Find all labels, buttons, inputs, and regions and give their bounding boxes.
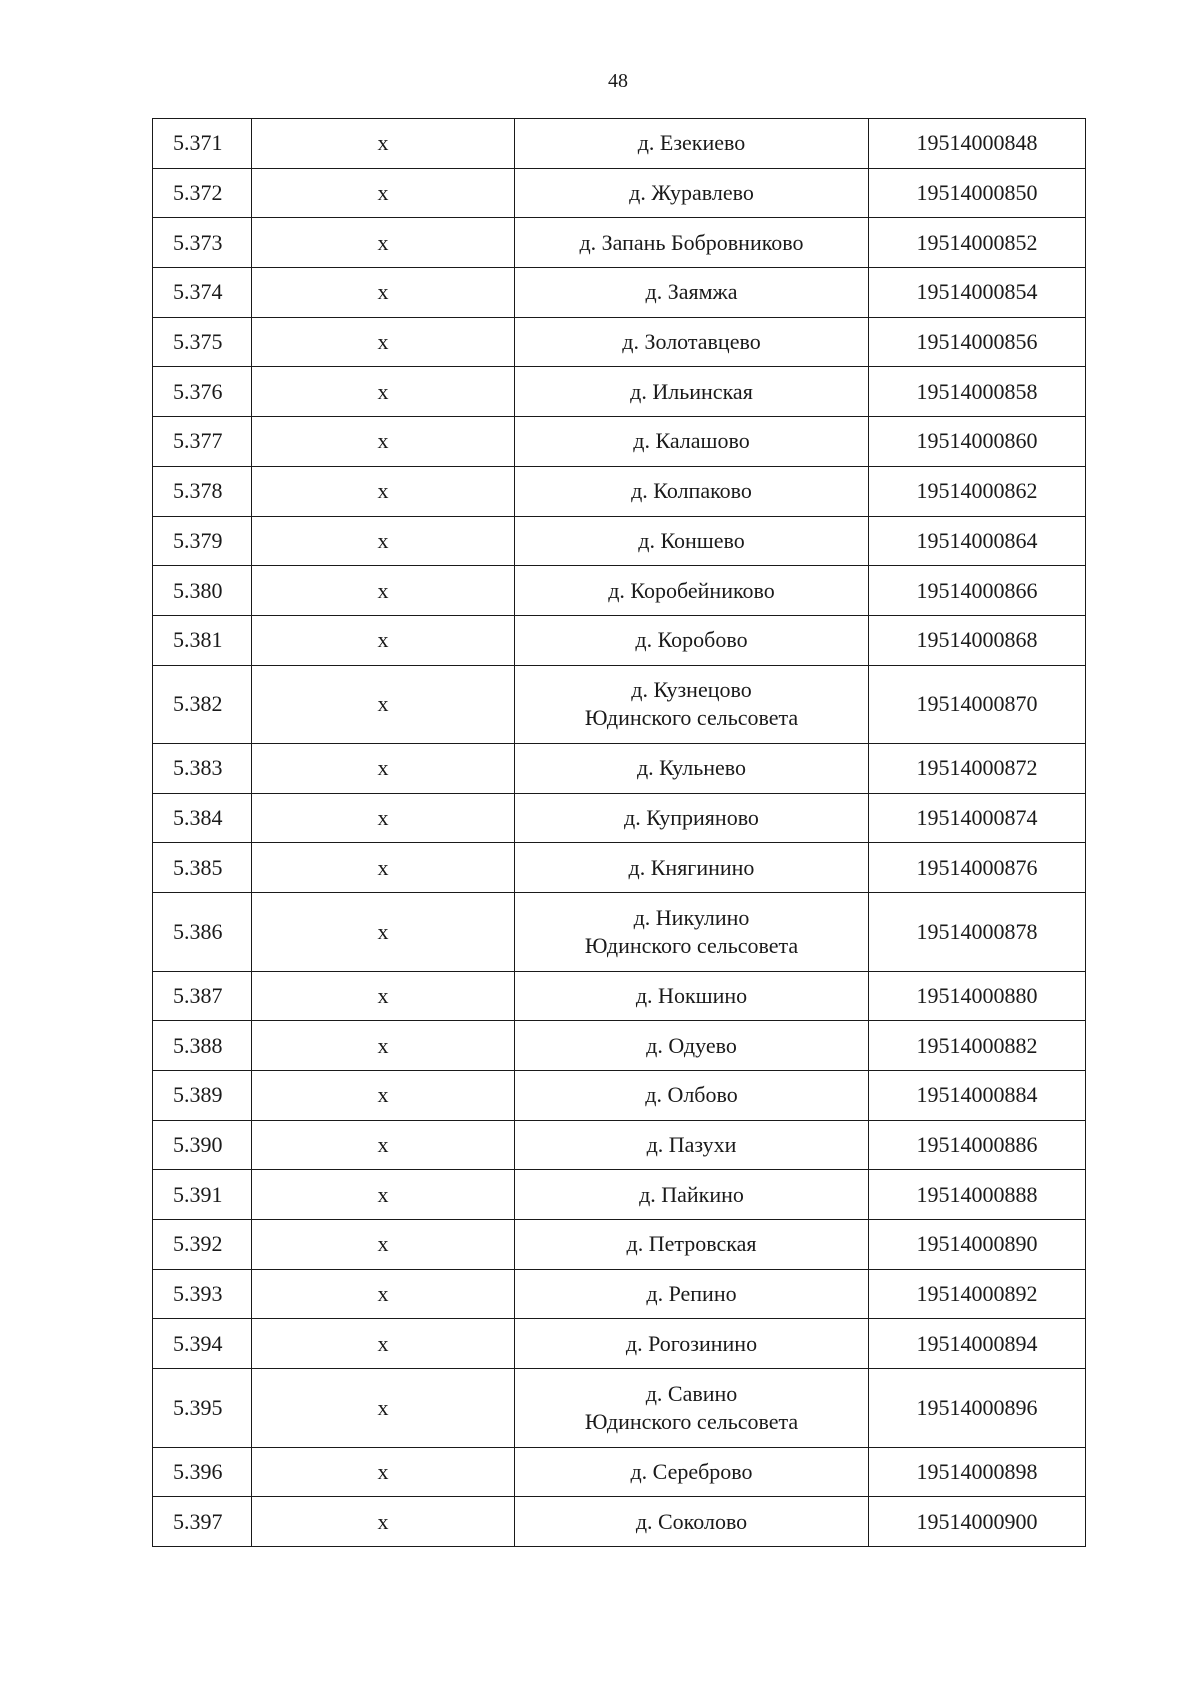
table-row	[153, 417, 1086, 467]
settlement-name-cell: д. Заямжа	[515, 268, 869, 318]
oktmo-code-cell: 19514000890	[869, 1220, 1086, 1270]
settlement-name-cell: д. Кульнево	[515, 744, 869, 794]
table-row	[153, 566, 1086, 616]
table-row	[153, 1071, 1086, 1121]
table-row	[153, 615, 1086, 665]
table-row	[153, 1497, 1086, 1547]
row-mark-cell: х	[252, 893, 515, 972]
settlement-name-cell: д. Петровская	[515, 1220, 869, 1270]
oktmo-code-cell: 19514000862	[869, 466, 1086, 516]
table-row	[153, 218, 1086, 268]
row-number-cell: 5.375	[153, 317, 252, 367]
page-number: 48	[608, 70, 628, 92]
row-number-cell: 5.382	[153, 665, 252, 744]
oktmo-code-cell: 19514000874	[869, 793, 1086, 843]
settlement-name-cell: д. Журавлево	[515, 168, 869, 218]
table-row	[153, 665, 1086, 744]
oktmo-code-cell: 19514000848	[869, 119, 1086, 169]
table-row	[153, 1319, 1086, 1369]
row-mark-cell: х	[252, 615, 515, 665]
oktmo-code-cell: 19514000850	[869, 168, 1086, 218]
oktmo-code-cell: 19514000864	[869, 516, 1086, 566]
oktmo-code-cell: 19514000876	[869, 843, 1086, 893]
oktmo-code-cell: 19514000880	[869, 971, 1086, 1021]
oktmo-code-cell: 19514000856	[869, 317, 1086, 367]
row-number-cell: 5.372	[153, 168, 252, 218]
settlement-name-cell: д. Сереброво	[515, 1447, 869, 1497]
settlement-name-cell: д. Одуево	[515, 1021, 869, 1071]
oktmo-code-cell: 19514000858	[869, 367, 1086, 417]
oktmo-code-cell: 19514000894	[869, 1319, 1086, 1369]
oktmo-code-cell: 19514000870	[869, 665, 1086, 744]
row-mark-cell: х	[252, 665, 515, 744]
row-mark-cell: х	[252, 1071, 515, 1121]
row-mark-cell: х	[252, 1497, 515, 1547]
row-mark-cell: х	[252, 168, 515, 218]
row-number-cell: 5.381	[153, 615, 252, 665]
settlement-name-cell: д. Пазухи	[515, 1120, 869, 1170]
settlement-name-cell: д. Олбово	[515, 1071, 869, 1121]
oktmo-code-cell: 19514000860	[869, 417, 1086, 467]
table-row	[153, 744, 1086, 794]
row-mark-cell: х	[252, 1021, 515, 1071]
row-mark-cell: х	[252, 268, 515, 318]
row-number-cell: 5.393	[153, 1269, 252, 1319]
row-number-cell: 5.383	[153, 744, 252, 794]
settlement-name-cell: д. Пайкино	[515, 1170, 869, 1220]
row-mark-cell: х	[252, 1120, 515, 1170]
row-mark-cell: х	[252, 793, 515, 843]
table-row	[153, 793, 1086, 843]
table-row	[153, 1269, 1086, 1319]
settlement-name-cell: д. Никулино Юдинского сельсовета	[515, 893, 869, 972]
row-mark-cell: х	[252, 1369, 515, 1448]
settlement-name-cell: д. Ильинская	[515, 367, 869, 417]
settlement-name-cell: д. Княгинино	[515, 843, 869, 893]
oktmo-code-cell: 19514000872	[869, 744, 1086, 794]
settlement-name-cell: д. Колпаково	[515, 466, 869, 516]
row-mark-cell: х	[252, 1220, 515, 1270]
settlement-name-cell: д. Золотавцево	[515, 317, 869, 367]
row-mark-cell: х	[252, 744, 515, 794]
row-mark-cell: х	[252, 1319, 515, 1369]
row-number-cell: 5.378	[153, 466, 252, 516]
row-number-cell: 5.385	[153, 843, 252, 893]
oktmo-code-cell: 19514000878	[869, 893, 1086, 972]
row-number-cell: 5.397	[153, 1497, 252, 1547]
row-number-cell: 5.371	[153, 119, 252, 169]
settlement-name-cell: д. Соколово	[515, 1497, 869, 1547]
table-row	[153, 466, 1086, 516]
row-number-cell: 5.379	[153, 516, 252, 566]
table-row	[153, 168, 1086, 218]
table-row	[153, 1220, 1086, 1270]
oktmo-code-cell: 19514000892	[869, 1269, 1086, 1319]
row-number-cell: 5.387	[153, 971, 252, 1021]
row-number-cell: 5.394	[153, 1319, 252, 1369]
settlement-name-cell: д. Езекиево	[515, 119, 869, 169]
row-mark-cell: х	[252, 367, 515, 417]
row-number-cell: 5.392	[153, 1220, 252, 1270]
row-mark-cell: х	[252, 218, 515, 268]
table-row	[153, 1120, 1086, 1170]
settlement-name-cell: д. Коншево	[515, 516, 869, 566]
oktmo-code-cell: 19514000852	[869, 218, 1086, 268]
settlement-name-cell: д. Куприяново	[515, 793, 869, 843]
row-number-cell: 5.389	[153, 1071, 252, 1121]
row-number-cell: 5.396	[153, 1447, 252, 1497]
settlement-name-cell: д. Калашово	[515, 417, 869, 467]
oktmo-code-cell: 19514000868	[869, 615, 1086, 665]
row-mark-cell: х	[252, 516, 515, 566]
settlement-name-cell: д. Коробейниково	[515, 566, 869, 616]
row-number-cell: 5.373	[153, 218, 252, 268]
oktmo-code-cell: 19514000900	[869, 1497, 1086, 1547]
row-number-cell: 5.386	[153, 893, 252, 972]
row-number-cell: 5.374	[153, 268, 252, 318]
row-mark-cell: х	[252, 843, 515, 893]
settlement-name-cell: д. Нокшино	[515, 971, 869, 1021]
oktmo-code-cell: 19514000884	[869, 1071, 1086, 1121]
row-number-cell: 5.377	[153, 417, 252, 467]
row-mark-cell: х	[252, 317, 515, 367]
settlement-name-cell: д. Кузнецово Юдинского сельсовета	[515, 665, 869, 744]
table-row	[153, 1021, 1086, 1071]
table-row	[153, 317, 1086, 367]
table-row	[153, 1170, 1086, 1220]
settlement-name-cell: д. Репино	[515, 1269, 869, 1319]
row-mark-cell: х	[252, 417, 515, 467]
settlement-name-cell: д. Запань Бобровниково	[515, 218, 869, 268]
row-mark-cell: х	[252, 1269, 515, 1319]
oktmo-code-cell: 19514000866	[869, 566, 1086, 616]
row-mark-cell: х	[252, 1447, 515, 1497]
row-number-cell: 5.384	[153, 793, 252, 843]
row-number-cell: 5.388	[153, 1021, 252, 1071]
table-row	[153, 893, 1086, 972]
oktmo-code-cell: 19514000886	[869, 1120, 1086, 1170]
settlement-name-cell: д. Савино Юдинского сельсовета	[515, 1369, 869, 1448]
table-row	[153, 119, 1086, 169]
settlement-name-cell: д. Коробово	[515, 615, 869, 665]
row-mark-cell: х	[252, 566, 515, 616]
oktmo-code-cell: 19514000898	[869, 1447, 1086, 1497]
row-mark-cell: х	[252, 466, 515, 516]
table-body	[153, 119, 1086, 1547]
table-row	[153, 367, 1086, 417]
oktmo-code-cell: 19514000888	[869, 1170, 1086, 1220]
row-number-cell: 5.391	[153, 1170, 252, 1220]
row-mark-cell: х	[252, 119, 515, 169]
table-row	[153, 516, 1086, 566]
table-row	[153, 843, 1086, 893]
row-number-cell: 5.376	[153, 367, 252, 417]
row-number-cell: 5.380	[153, 566, 252, 616]
table-row	[153, 1447, 1086, 1497]
row-mark-cell: х	[252, 1170, 515, 1220]
row-number-cell: 5.390	[153, 1120, 252, 1170]
oktmo-code-cell: 19514000896	[869, 1369, 1086, 1448]
row-number-cell: 5.395	[153, 1369, 252, 1448]
settlements-table	[152, 118, 1086, 1547]
table-row	[153, 268, 1086, 318]
row-mark-cell: х	[252, 971, 515, 1021]
table-row	[153, 971, 1086, 1021]
oktmo-code-cell: 19514000882	[869, 1021, 1086, 1071]
settlement-name-cell: д. Рогозинино	[515, 1319, 869, 1369]
oktmo-code-cell: 19514000854	[869, 268, 1086, 318]
table-row	[153, 1369, 1086, 1448]
